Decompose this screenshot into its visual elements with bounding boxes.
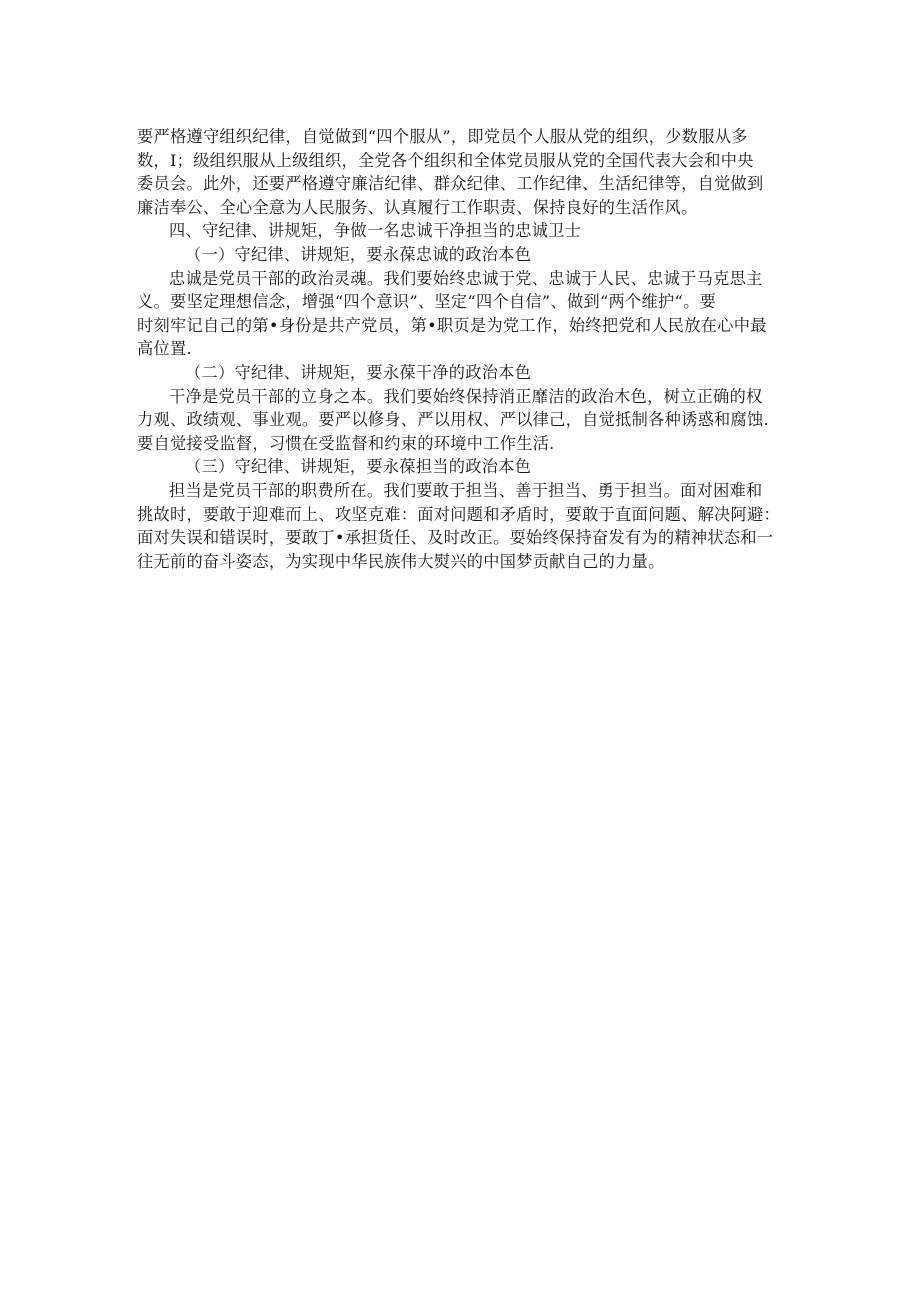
subsection-heading-responsibility: （三）守纪律、讲规矩，要永葆担当的政治本色 <box>185 457 532 477</box>
paragraph-organizational-discipline <box>137 125 792 219</box>
text-line: 要严格遵守组织纪律，自觉做到“四个服从”，即党员个人服从党的组织，少数服从多 <box>137 127 748 146</box>
paragraph-responsibility <box>137 479 792 573</box>
text-line: 时刻牢记自己的第•身份是共产党员，第•职页是为党工作，始终把党和人民放在心中最 <box>137 315 767 335</box>
subsection-heading-loyalty: （一）守纪律、讲规矩，要永葆忠诚的政治本色 <box>185 244 532 264</box>
section-heading-4: 四、守纪律、讲规矩，争做一名忠诚干净担当的忠诚卫士 <box>169 221 582 241</box>
text-line: 忠诚是党员干部的政治灵魂。我们要始终忠诚于党、忠诚于人民、忠诚于马克思主 <box>169 268 763 288</box>
text-line: 要自觉接受监督，习惯在受监督和约束的环境中工作生活. <box>137 433 555 453</box>
text-line: 高位置. <box>137 339 192 359</box>
text-line: 往无前的奋斗姿态，为实现中华民族伟大熨兴的中国梦贡献自己的力量。 <box>137 551 665 571</box>
paragraph-integrity <box>137 385 792 456</box>
paragraph-loyalty <box>137 267 792 361</box>
text-line: 委员会。此外，还要严格遵守廉洁纪律、群众纪律、工作纪律、生活纪律等，自觉做到 <box>137 174 764 194</box>
text-line: 面对失误和错误时，要敢丁•承担货任、及时改正。耍始终保持奋发有为的精神状态和一 <box>137 528 774 548</box>
document-body <box>137 125 792 573</box>
text-line: 力观、政绩观、事业观。要严以修身、严以用权、严以律己，自觉抵制各种诱惑和腐蚀. <box>137 410 769 430</box>
subsection-heading-integrity: （二）守纪律、讲规矩，要永葆干净的政治本色 <box>185 362 532 382</box>
text-line: 廉洁奉公、全心全意为人民服务、认真履行工作职责、保持良好的生活作风。 <box>137 197 698 217</box>
text-line: 担当是党员干部的职费所在。我们要敢于担当、善于担当、勇于担当。面对困难和 <box>169 480 763 500</box>
text-line: 数，I；级组织服从上级组织，全党各个组织和全体党员服从党的全国代表大会和中央 <box>137 150 754 170</box>
text-line: 义。要坚定理想信念，增强“四个意识”、坚定“四个自信”、做到“两个维护“。要 <box>137 292 717 312</box>
text-line: 干净是党员干部的立身之本。我们要始终保持消正靡洁的政治木色，树立正确的权 <box>169 386 763 406</box>
text-line: 挑故时，要敢于迎难而上、攻坚克难：面对问题和矛盾时，要敢于直面问题、解决阿避： <box>137 504 781 524</box>
